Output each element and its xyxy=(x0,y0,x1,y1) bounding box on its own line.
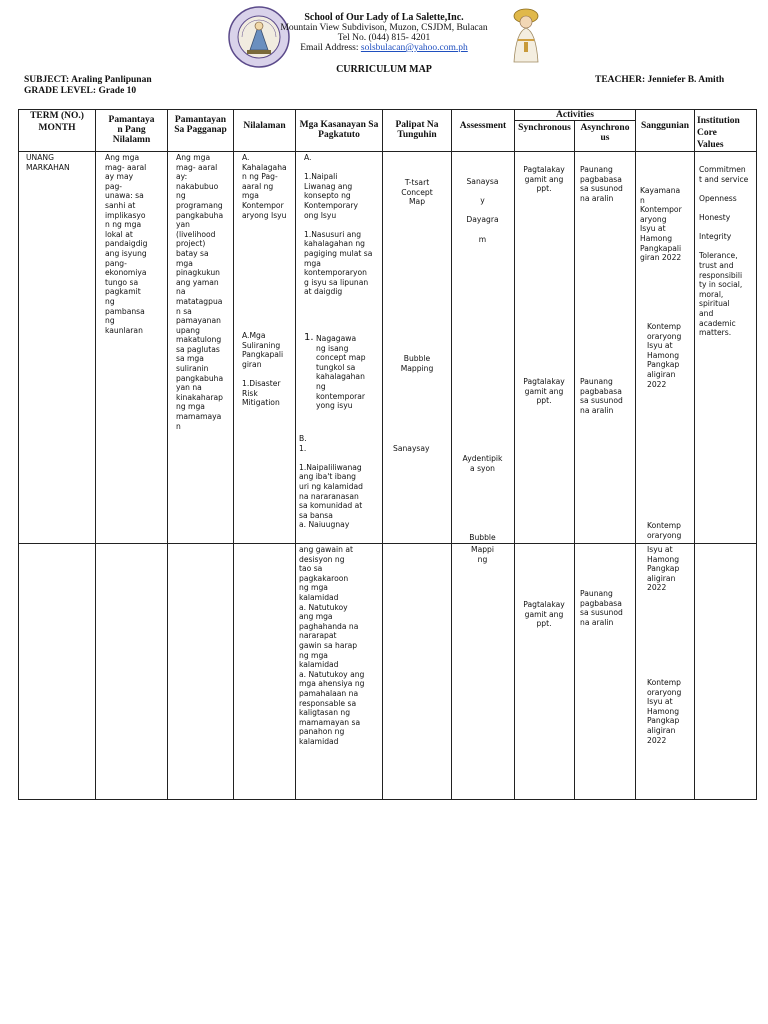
header-assessment: Assessment xyxy=(459,121,507,131)
school-address: Mountain View Subdivison, Muzon, CSJDM, Bulacan xyxy=(280,23,488,33)
row1-pamantayan-pagganap: Ang mga mag- aaral ay: nakabubuo ng programang pangkabuha yan (livelihood project) batay sa mga pinagkukun ang yaman na matatagpua n sa pamayanan upang makatulong sa paglutas sa mga suliranin pangkabuha yan na kinakaharap ng mga mamamaya n xyxy=(176,153,224,431)
row1-core-values: Commitmen t and service Openness Honesty Integrity Tolerance, trust and responsibili ty in social, moral, spiritual and academic matters. xyxy=(699,165,749,338)
row2-sanggunian-a: Isyu at Hamong Pangkap aligiran 2022 xyxy=(647,545,680,593)
col-divider xyxy=(95,109,96,800)
row1-kasanayan-b: Nagagawa ng isang concept map tungkol sa kahalagahan ng kontemporar yong isyu xyxy=(316,334,366,411)
teacher-line xyxy=(595,75,724,85)
header-kasanayan: Mga Kasanayan Sa Pagkatuto xyxy=(299,120,379,140)
header-bottom-border xyxy=(18,151,756,152)
row1-synchronous-b: Pagtalakay gamit ang ppt. xyxy=(523,377,565,406)
subject-value: Araling Panlipunan xyxy=(71,75,152,85)
row-divider xyxy=(18,543,756,544)
table-border-left xyxy=(18,109,19,800)
table-border-bottom xyxy=(18,799,756,800)
row2-kasanayan: ang gawain at desisyon ng tao sa pagkakaroon ng mga kalamidad a. Natutukoy ang mga paghahanda na nararapat gawin sa harap ng mga kalamidad a. Natutukoy ang mga ahensiya ng pamahalaan na responsable sa kaligtasan ng mamamayan sa panahon ng kalamidad xyxy=(299,545,365,746)
header-activities: Activities xyxy=(556,110,594,120)
row1-pamantayan-nilalaman: Ang mga mag- aaral ay may pag- unawa: sa sanhi at implikasyo n ng mga lokal at pandaigdig ang isyung pang- ekonomiya tungo sa pagkamit ng pambansa ng kaunlaran xyxy=(105,153,148,335)
table-border-top xyxy=(18,109,756,110)
row1-term: UNANG MARKAHAN xyxy=(26,153,70,172)
col-divider xyxy=(574,120,575,800)
grade-level-line xyxy=(24,86,136,96)
row1-palipat-a: T-tsart Concept Map xyxy=(401,178,433,207)
row1-nilalaman-a: A. Kahalagaha n ng Pag- aaral ng mga Kontempor aryong Isyu xyxy=(242,153,287,220)
email-link[interactable]: solsbulacan@yahoo.com.ph xyxy=(360,43,468,53)
col-divider xyxy=(514,109,515,800)
teacher-value: Jenniefer B. Amith xyxy=(647,75,725,85)
header-institution-core-values: Institution Core Values xyxy=(697,116,740,150)
header-synchronous: Synchronous xyxy=(518,123,571,133)
row1-assessment-c: Bubble xyxy=(469,533,496,542)
table-border-right xyxy=(756,109,757,800)
col-divider xyxy=(635,109,636,800)
header-sanggunian: Sanggunian xyxy=(640,121,690,131)
col-divider xyxy=(233,109,234,800)
header-pamantayan-pagganap: Pamantayan Sa Pagganap xyxy=(174,115,227,135)
school-name: School of Our Lady of La Salette,Inc. xyxy=(304,12,464,23)
school-telephone: Tel No. (044) 815- 4201 xyxy=(337,33,431,43)
row1-synchronous-a: Pagtalakay gamit ang ppt. xyxy=(523,165,565,194)
grade-label: GRADE LEVEL: xyxy=(24,86,97,96)
row2-assessment: Mappi ng xyxy=(471,545,494,564)
col-divider xyxy=(295,109,296,800)
col-divider xyxy=(167,109,168,800)
school-email-line xyxy=(0,43,768,54)
col-divider xyxy=(382,109,383,800)
row1-palipat-c: Sanaysay xyxy=(393,444,430,453)
row2-asynchronous: Paunang pagbabasa sa susunod na aralin xyxy=(580,589,623,627)
row1-kasanayan-a: A. 1.Naipali Liwanag ang konsepto ng Kontemporary ong Isyu 1.Nasusuri ang kahalagahan ng pagiging mulat sa mga kontemporaryon g isyu sa lipunan at daigdig xyxy=(304,153,373,297)
row1-sanggunian-c: Kontemp oraryong xyxy=(647,521,682,540)
row1-assessment-b: Aydentipik a syon xyxy=(462,454,503,473)
row1-asynchronous-a: Paunang pagbabasa sa susunod na aralin xyxy=(580,165,623,203)
row2-sanggunian-b: Kontemp oraryong Isyu at Hamong Pangkap aligiran 2022 xyxy=(647,678,682,745)
subject-label: SUBJECT: xyxy=(24,75,70,85)
row1-kasanayan-b-number: 1. xyxy=(304,332,314,343)
header-term: TERM (NO.) MONTH xyxy=(30,111,84,133)
email-label: Email Address: xyxy=(300,43,361,53)
grade-value: Grade 10 xyxy=(98,86,137,96)
row1-assessment-a: Sanaysa y Dayagra m xyxy=(466,177,499,244)
header-palipat: Palipat Na Tunguhin xyxy=(395,120,439,140)
header-asynchronous: Asynchrono us xyxy=(580,123,630,143)
header-nilalaman: Nilalaman xyxy=(243,121,286,131)
row1-kasanayan-c: B. 1. 1.Naipaliliwanag ang iba't ibang uri ng kalamidad na nararanasan sa komunidad at sa bansa a. Naiuugnay xyxy=(299,434,363,530)
col-divider xyxy=(694,109,695,800)
row2-synchronous: Pagtalakay gamit ang ppt. xyxy=(523,600,565,629)
teacher-label: TEACHER: xyxy=(595,75,646,85)
document-title: CURRICULUM MAP xyxy=(336,64,432,75)
subject-line xyxy=(24,75,152,85)
row1-palipat-b: Bubble Mapping xyxy=(400,354,434,373)
row1-nilalaman-b: A.Mga Suliraning Pangkapali giran 1.Disaster Risk Mitigation xyxy=(242,331,284,408)
row1-sanggunian-b: Kontemp oraryong Isyu at Hamong Pangkap aligiran 2022 xyxy=(647,322,682,389)
row1-sanggunian-a: Kayamana n Kontempor aryong Isyu at Hamong Pangkapali giran 2022 xyxy=(640,186,682,263)
row1-asynchronous-b: Paunang pagbabasa sa susunod na aralin xyxy=(580,377,623,415)
header-pamantayan-nilalaman: Pamantaya n Pang Nilalamn xyxy=(108,115,155,145)
